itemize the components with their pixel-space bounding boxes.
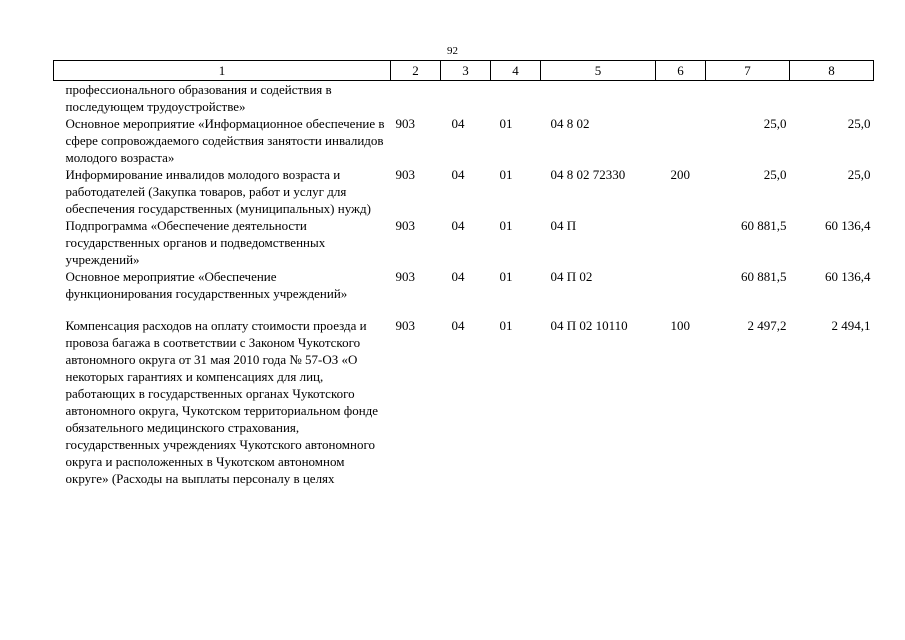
header-col-7: 7	[706, 61, 790, 81]
header-col-1: 1	[54, 61, 391, 81]
row-amount-8: 60 136,4	[825, 218, 871, 233]
row-subsection-code: 01	[499, 269, 513, 284]
row-section-code: 04	[451, 116, 465, 131]
row-amount-8: 2 494,1	[831, 318, 871, 333]
row-amount-7: 60 881,5	[741, 218, 787, 233]
row-ministry-code: 903	[395, 318, 415, 333]
row-description: Основное мероприятие «Информационное обеспечение в сфере сопровождаемого содействия занятости инвалидов молодого возраста»	[65, 116, 385, 165]
row-ministry-code: 903	[395, 167, 415, 182]
row-target-code: 04 8 02	[550, 116, 590, 131]
row-amount-7: 2 497,2	[747, 318, 787, 333]
row-expense-type	[656, 81, 706, 116]
row-target-code: 04 П 02 10110	[550, 318, 628, 333]
row-section-code: 04	[451, 269, 465, 284]
table-row	[54, 81, 874, 116]
row-ministry-code	[391, 81, 441, 116]
row-target-code: 04 П 02	[550, 269, 593, 284]
row-subsection-code: 01	[499, 218, 513, 233]
row-expense-type: 200	[670, 167, 690, 182]
row-expense-type	[656, 217, 706, 268]
row-subsection-code: 01	[499, 318, 513, 333]
row-section-code: 04	[451, 218, 465, 233]
table-row	[54, 166, 874, 217]
row-amount-7: 25,0	[763, 116, 787, 131]
row-amount-7	[706, 81, 790, 116]
row-amount-8: 25,0	[847, 116, 871, 131]
header-col-6: 6	[656, 61, 706, 81]
row-expense-type	[656, 268, 706, 302]
header-col-3: 3	[441, 61, 491, 81]
row-expense-type	[656, 115, 706, 166]
row-description: Основное мероприятие «Обеспечение функционирования государственных учреждений»	[65, 269, 348, 301]
row-target-code: 04 8 02 72330	[550, 167, 626, 182]
header-col-2: 2	[391, 61, 441, 81]
budget-table	[53, 60, 874, 487]
header-col-5: 5	[541, 61, 656, 81]
row-subsection-code: 01	[499, 167, 513, 182]
row-amount-8	[790, 81, 874, 116]
row-amount-7: 25,0	[763, 167, 787, 182]
row-spacer	[54, 302, 874, 317]
row-description: Компенсация расходов на оплату стоимости проезда и провоза багажа в соответствии с Законом Чукотского автономного округа от 31 мая 2010 года № 57-ОЗ «О некоторых гарантиях и компенсациях для лиц, работающих в государственных органах Чукотского автономного округа, Чукотском территориальном фонде обязательного медицинского страхования, государственных учреждениях Чукотского автономного округа и расположенных в Чукотском автономном округе» (Расходы на выплаты персоналу в целях	[65, 318, 379, 486]
row-ministry-code: 903	[395, 269, 415, 284]
table-row	[54, 268, 874, 302]
table-row	[54, 217, 874, 268]
row-description: Подпрограмма «Обеспечение деятельности государственных органов и подведомственных учреждений»	[65, 218, 326, 267]
table-row	[54, 115, 874, 166]
row-amount-7: 60 881,5	[741, 269, 787, 284]
row-description: Информирование инвалидов молодого возраста и работодателей (Закупка товаров, работ и услуг для обеспечения государственных (муниципальных) нужд)	[65, 167, 371, 216]
table-row	[54, 317, 874, 487]
row-target-code: 04 П	[550, 218, 577, 233]
row-ministry-code: 903	[395, 218, 415, 233]
row-ministry-code: 903	[395, 116, 415, 131]
table-header-row	[54, 61, 874, 81]
page-number: 92	[447, 45, 458, 57]
row-description: профессионального образования и содействия в последующем трудоустройстве»	[65, 82, 332, 114]
row-section-code: 04	[451, 167, 465, 182]
row-target-code	[541, 81, 656, 116]
spacer-cell	[54, 302, 874, 317]
row-section-code: 04	[451, 318, 465, 333]
header-col-8: 8	[790, 61, 874, 81]
row-expense-type: 100	[670, 318, 690, 333]
row-amount-8: 25,0	[847, 167, 871, 182]
header-col-4: 4	[491, 61, 541, 81]
row-subsection-code	[491, 81, 541, 116]
row-section-code	[441, 81, 491, 116]
row-amount-8: 60 136,4	[825, 269, 871, 284]
row-subsection-code: 01	[499, 116, 513, 131]
